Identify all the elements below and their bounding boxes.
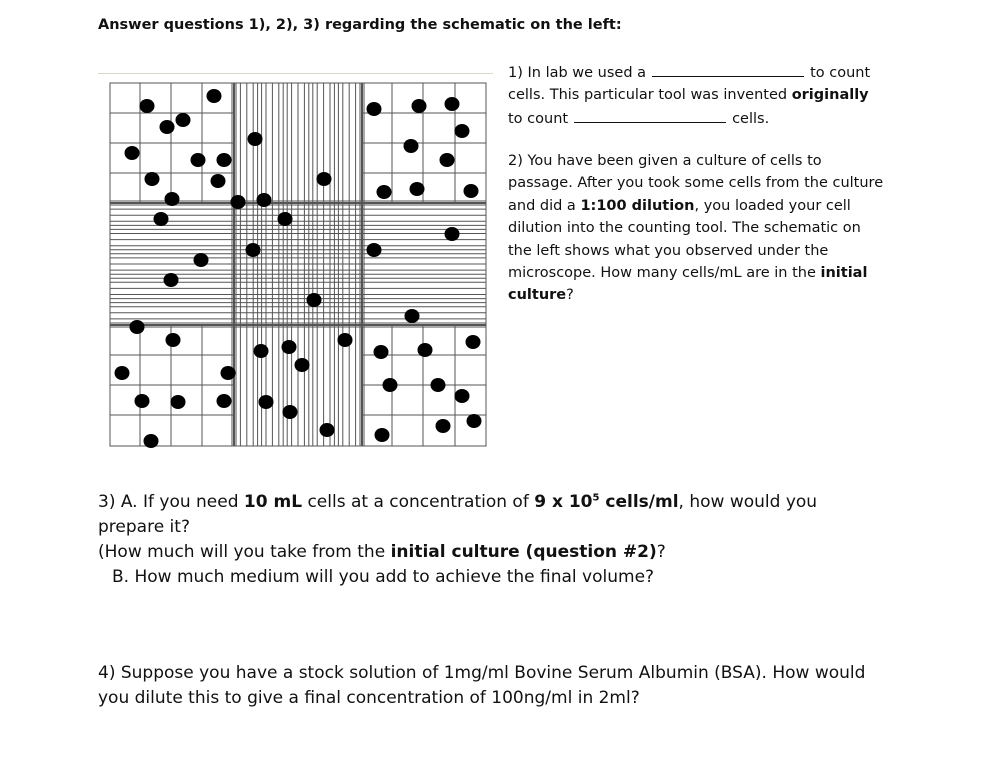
cell-dot — [165, 192, 180, 206]
q3-volume: 10 mL — [243, 492, 303, 512]
cell-dot — [431, 378, 446, 392]
cell-dot — [412, 99, 427, 113]
cell-dot — [410, 182, 425, 196]
cell-dot — [455, 124, 470, 138]
q1-blank-cells[interactable] — [574, 107, 726, 123]
question-4: 4) Suppose you have a stock solution of 1mg/ml Bovine Serum Albumin (BSA). How would you dilute this to give a final concentration of 100ng/ml in 2ml? — [98, 663, 866, 708]
q3-ref: initial culture (question #2) — [390, 542, 657, 562]
cell-dot — [171, 395, 186, 409]
cell-dot — [367, 243, 382, 257]
q3-text-3: , how would you prepare it? — [98, 492, 818, 537]
cell-dot — [404, 139, 419, 153]
cell-dot — [254, 344, 269, 358]
cell-dot — [248, 132, 263, 146]
cell-dot — [259, 395, 274, 409]
cell-dot — [283, 405, 298, 419]
cell-dot — [383, 378, 398, 392]
question-2 — [508, 150, 888, 307]
cell-dot — [317, 172, 332, 186]
cell-dot — [307, 293, 322, 307]
cell-dot — [374, 345, 389, 359]
cell-dot — [145, 172, 160, 186]
cell-dot — [257, 193, 272, 207]
cell-dot — [135, 394, 150, 408]
cell-dot — [375, 428, 390, 442]
cell-dot — [440, 153, 455, 167]
cell-dot — [207, 89, 222, 103]
q1-blank-tool[interactable] — [652, 61, 804, 77]
q1-after-blank: to count — [810, 65, 871, 81]
q1-prefix: 1) In lab we used a — [508, 65, 647, 81]
q3-conc-unit: cells/ml — [605, 492, 679, 512]
cell-dot — [278, 212, 293, 226]
cell-dot — [231, 195, 246, 209]
cell-dot — [130, 320, 145, 334]
q2-initial-culture: initial culture — [508, 265, 868, 304]
cell-dot — [466, 335, 481, 349]
cell-dot — [467, 414, 482, 428]
q3-concentration — [534, 492, 678, 512]
cell-dot — [160, 120, 175, 134]
cell-dot — [246, 243, 261, 257]
cell-dot — [166, 333, 181, 347]
q2-text-3: ? — [566, 287, 574, 304]
cell-dot — [125, 146, 140, 160]
q1-line3-end: cells. — [732, 110, 770, 127]
cell-dot — [217, 394, 232, 408]
cell-dot — [140, 99, 155, 113]
q2-text-1: 2) You have been given a culture of cells to passage. After you took some cells from the culture and did a — [508, 153, 884, 214]
cell-dot — [282, 340, 297, 354]
cell-dot — [436, 419, 451, 433]
cell-dot — [320, 423, 335, 437]
cell-dot — [377, 185, 392, 199]
q3-conc-base: 9 x 10 — [534, 492, 593, 512]
cell-dot — [144, 434, 159, 448]
cell-dot — [191, 153, 206, 167]
q1-originally: originally — [791, 87, 869, 104]
cell-dot — [295, 358, 310, 372]
q1-line3: to count — [508, 110, 569, 127]
q3-conc-exp: 5 — [592, 492, 600, 504]
cell-dot — [445, 227, 460, 241]
cell-dot — [418, 343, 433, 357]
q3-text-1: 3) A. If you need — [98, 492, 239, 512]
cell-dot — [455, 389, 470, 403]
cell-dot — [115, 366, 130, 380]
q3-text-4: (How much will you take from the — [98, 542, 386, 562]
cell-dot — [464, 184, 479, 198]
instructions-header: Answer questions 1), 2), 3) regarding the schematic on the left: — [98, 17, 622, 33]
question-3 — [98, 490, 888, 590]
cell-dot — [164, 273, 179, 287]
cell-dot — [217, 153, 232, 167]
q2-text-2: , you loaded your cell dilution into the counting tool. The schematic on the left shows what you observed under the microscope. How many cells/mL are in the — [508, 197, 861, 282]
cell-dot — [367, 102, 382, 116]
cell-dot — [211, 174, 226, 188]
cell-dot — [445, 97, 460, 111]
q1-line2: cells. This particular tool was invented — [508, 87, 788, 104]
cell-dot — [221, 366, 236, 380]
q3-text-5: ? — [656, 542, 666, 562]
cell-dot — [176, 113, 191, 127]
q2-dilution: 1:100 dilution — [580, 197, 695, 214]
cell-dot — [338, 333, 353, 347]
q3-text-2: cells at a concentration of — [307, 492, 529, 512]
q3-part-b: B. How much medium will you add to achieve the final volume? — [112, 567, 655, 587]
question-1 — [508, 61, 888, 130]
cell-dot — [154, 212, 169, 226]
cell-dot — [405, 309, 420, 323]
cell-dot — [194, 253, 209, 267]
